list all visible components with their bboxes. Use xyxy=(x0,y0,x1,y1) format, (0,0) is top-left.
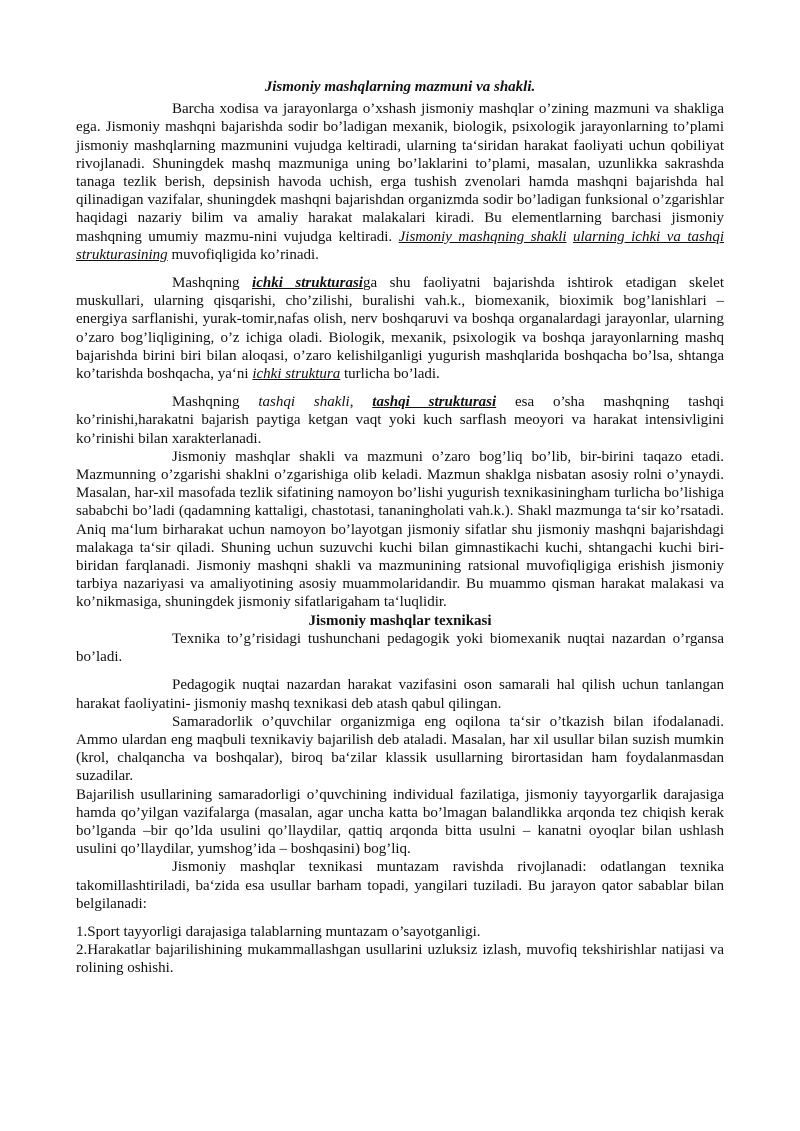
key-term-inner-structure: ichki strukturasi xyxy=(252,275,363,292)
underlined-term: ularning ichki va tashqi strukturasining xyxy=(76,228,725,263)
paragraph-text: esa o’sha mashqning tashqi ko’rinishi,harakatni bajarish paytiga ketgan vaqt yoki kuch sarflash meoyori va harakat intensivligini ko’rinishi bilan xarakterlanadi. xyxy=(76,394,724,447)
paragraph-content xyxy=(76,100,724,264)
paragraph-pedagogical: Pedagogik nuqtai nazardan harakat vazifasini oson samarali hal qilish uchun tanlangan harakat faoliyatini- jismoniy mashq texnikasi deb atash qabul qilingan. xyxy=(76,677,724,712)
paragraph-text: Mashqning xyxy=(172,275,253,292)
document-page xyxy=(76,78,724,978)
paragraph-form-content: Jismoniy mashqlar shakli va mazmuni o’zaro bog’liq bo’lib, bir-birini taqazo etadi. Mazmunning o’zgarishi shaklni o’zgarishiga olib keladi. Mazmun shaklga nisbatan asosiy rolni o’ynaydi. Masalan, har-xil masofada tezlik sifatining namoyon bo’lishi yugurish texnikasiningham turlicha bo’lishiga sababchi bo’ladi (qadamning kattaligi, chastotasi, tananingholati vah.k.). Shakl mazmunga ta‘sir ko’rsatadi. Aniq ma‘lum birharakat uchun namoyon bo’layotgan jismoniy sifatlar shu jismoniy mashqni bajarishdagi malakaga ta‘sir qiladi. Shuning uchun suzuvchi kuchi bilan gimnastikachi kuchi, shtangachi kuchi biri-biridan farqlanadi. Jismoniy mashqni shakli va mazmunining ratsional muvofiqligiga erishish jismoniy tarbiya nazariyasi va amaliyotining asosiy muammolaridandir. Bu muammo qisman harakat malakasi va ko’nikmasiga, shuningdek jismoniy sifatlarigaham ta‘luqlidir. xyxy=(76,448,724,611)
paragraph-text: , xyxy=(349,394,373,411)
paragraph-efficiency: Samaradorlik o’quvchilar organizmiga eng oqilona ta‘sir o’tkazish bilan ifodalanadi. Ammo ulardan eng maqbuli texnikaviy bajarilish deb ataladi. Masalan, har xil usullar bilan suzish mumkin (krol, chalqancha va boshqalar), biroq ba‘zilar klassik usullarning birortasidan ham foydalanmasdan suzadilar. xyxy=(76,713,724,785)
paragraph-text: muvofiqligida ko’rinadi. xyxy=(167,246,319,263)
list-item: 2.Harakatlar bajarilishining mukammallashgan usullarini uzluksiz izlash, muvofiq tekshirishlar natijasi va rolining oshishi. xyxy=(76,942,724,977)
section-title: Jismoniy mashqlar texnikasi xyxy=(308,612,492,629)
underlined-term: ichki struktura xyxy=(252,366,341,383)
list-item: 1.Sport tayyorligi darajasiga talablarning muntazam o’sayotganligi. xyxy=(76,923,481,940)
paragraph-text: turlicha bo’ladi. xyxy=(340,366,440,383)
document-title: Jismoniy mashqlarning mazmuni va shakli. xyxy=(264,79,536,95)
key-term-outer-structure: tashqi strukturasi xyxy=(372,394,497,411)
underlined-term: Jismoniy mashqning shakli xyxy=(398,228,567,245)
paragraph-execution-methods: Bajarilish usullarining samaradorligi o’quvchining individual fazilatiga, jismoniy tayyorgarlik darajasiga hamda qo’yilgan vazifalarga (masalan, agar uncha katta bo’lmagan balandlikka arqonda tez chiqish kerak bo’lganda –bir qo’lda usulini qo’llaydilar, qattiq arqonda bitta usulni – kanatni oyoqlar bilan ushlash usulini qo’llaydilar, yumshog’ida – boshqasini) bog’liq. xyxy=(76,786,724,858)
paragraph-outer-structure xyxy=(76,393,724,448)
paragraph-text: ga shu faoliyatni bajarishda ishtirok etadigan skelet muskullari, ularning qisqarishi, cho’zilishi, buralishi vah.k., biomexanik, bioximik bog’lanishlari – energiya sarflanishi, yurak-tomir,nafas olish, nerv boshqaruvi va boshqa organalardagi jarayonlar, ularning o’zaro bog’liqligining, o’z ichiga oladi. Biologik, mexanik, psixologik va boshqa jarayonlarning mashq bajarishda birini biri bilan aloqasi, o’zaro kelishilganligi yugurish mashqlarida boshqacha bo’lsa, shtanga ko’tarishda boshqacha, ya‘ni xyxy=(76,275,724,383)
paragraph-text: Mashqning xyxy=(172,394,259,411)
paragraph-text: Barcha xodisa va jarayonlarga o’xshash jismoniy mashqlar o’zining mazmuni va shakliga ega. Jismoniy mashqni bajarishda sodir bo’ladigan mexanik, biologik, psixologik jarayonlarning to’plami jismoniy mashqlarning mazmunini vujudga keltiradi, ularning ta‘siridan harakat faoliyati uchun qobiliyat rivojlanadi. Shuningdek mashq mazmuniga uning bo’laklarini to’plami, masalan, uzunlikka sakrashda tanaga tezlik berish, depsinish havoda uchish, erga tushish zvenolari hamda mashqni bajarishda hal qilinadigan vazifalar, shuningdek mashqni bajarishdan organizmda sodir bo’ladigan funksional o’zgarishlar haqidagi nazariy bilim va amaliy harakat malakalari kiradi. Bu elementlarning barchasi jismoniy mashqning umumiy mazmu-nini vujudga keltiradi. xyxy=(76,101,724,245)
paragraph-inner-structure xyxy=(76,274,724,383)
paragraph-development: Jismoniy mashqlar texnikasi muntazam ravishda rivojlanadi: odatlangan texnika takomillashtiriladi, ba‘zida esa usullar barham topadi, yangilari tuziladi. Bu jarayon qator sabablar bilan belgilanadi: xyxy=(76,859,724,912)
paragraph-technique: Texnika to’g’risidagi tushunchani pedagogik yoki biomexanik nuqtai nazardan o’rgansa bo’ladi. xyxy=(76,630,724,666)
italic-term: tashqi shakli xyxy=(258,394,350,411)
